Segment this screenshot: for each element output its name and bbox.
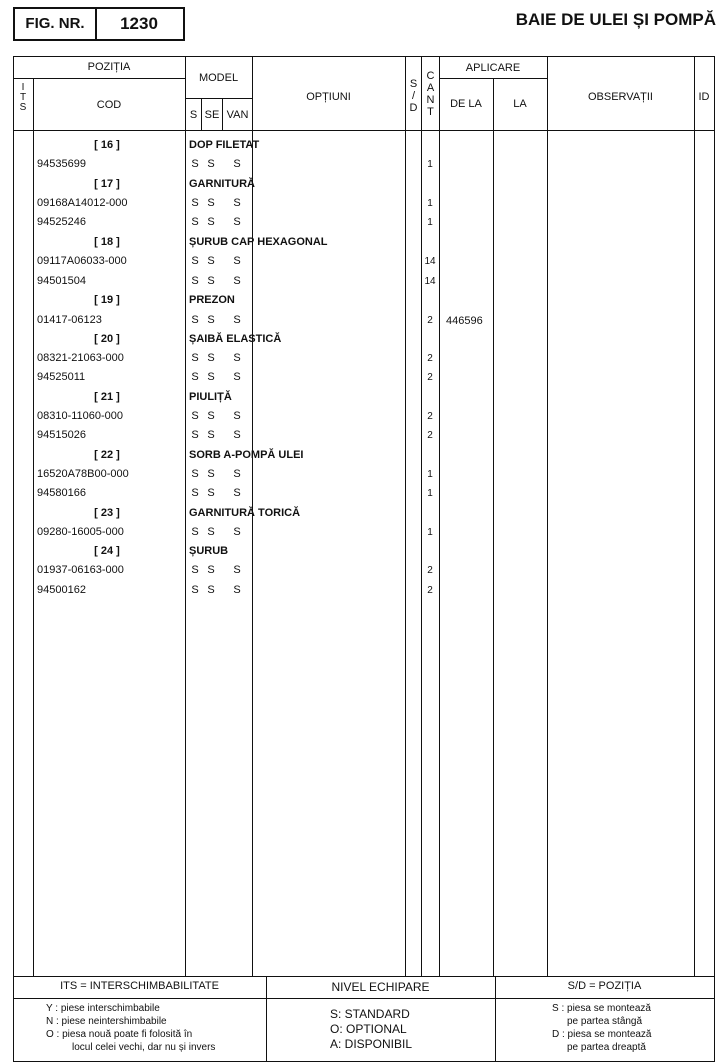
model-s: S <box>191 314 199 326</box>
model-s: S <box>191 429 199 441</box>
model-se: S <box>207 564 215 576</box>
applies-from: 446596 <box>446 315 483 327</box>
col-model: MODEL <box>198 72 239 84</box>
model-se: S <box>207 526 215 538</box>
quantity: 2 <box>427 353 433 364</box>
part-code: 08321-21063-000 <box>37 352 124 364</box>
model-van: S <box>233 314 241 326</box>
sd-legend-line: pe partea stângă <box>567 1016 643 1027</box>
model-s: S <box>191 275 199 287</box>
sd-legend-title: S/D = POZIȚIA <box>567 980 642 992</box>
its-legend-line: N : piese neintershimbabile <box>46 1016 167 1027</box>
position-label: [ 22 ] <box>94 449 120 461</box>
model-se: S <box>207 429 215 441</box>
position-label: [ 21 ] <box>94 391 120 403</box>
col-aplicare: APLICARE <box>465 62 521 74</box>
sd-legend-line: pe partea dreaptă <box>567 1042 646 1053</box>
col-sd: S / D <box>409 78 418 114</box>
model-s: S <box>191 410 199 422</box>
model-van: S <box>233 410 241 422</box>
part-name: ȘURUB <box>189 545 229 557</box>
model-se: S <box>207 410 215 422</box>
model-s: S <box>191 158 199 170</box>
position-label: [ 17 ] <box>94 178 120 190</box>
col-la: LA <box>513 98 527 110</box>
model-se: S <box>207 275 215 287</box>
model-s: S <box>191 371 199 383</box>
part-code: 94580166 <box>37 487 86 499</box>
part-code: 16520A78B00-000 <box>37 468 129 480</box>
model-se: S <box>207 487 215 499</box>
quantity: 1 <box>427 469 433 480</box>
model-se: S <box>207 216 215 228</box>
nivel-legend-line: S: STANDARD <box>330 1007 410 1021</box>
quantity: 2 <box>427 372 433 383</box>
position-label: [ 19 ] <box>94 294 120 306</box>
model-se: S <box>207 468 215 480</box>
part-code: 94500162 <box>37 584 86 596</box>
its-legend-title: ITS = INTERSCHIMBABILITATE <box>60 980 219 992</box>
part-code: 94525011 <box>37 371 86 383</box>
model-van: S <box>233 564 241 576</box>
model-s: S <box>191 526 199 538</box>
part-code: 94525246 <box>37 216 86 228</box>
model-van: S <box>233 487 241 499</box>
model-van: S <box>233 371 241 383</box>
quantity: 2 <box>427 565 433 576</box>
model-se: S <box>207 158 215 170</box>
part-name: DOP FILETAT <box>189 139 260 151</box>
model-se: S <box>207 584 215 596</box>
model-van: S <box>233 429 241 441</box>
model-s: S <box>191 487 199 499</box>
part-code: 94515026 <box>37 429 86 441</box>
model-van: S <box>233 255 241 267</box>
quantity: 1 <box>427 198 433 209</box>
position-label: [ 24 ] <box>94 545 120 557</box>
its-legend-line: O : piesa nouă poate fi folosită în <box>46 1029 193 1040</box>
model-van: S <box>233 468 241 480</box>
part-name: ȘAIBĂ ELASTICĂ <box>189 333 282 345</box>
model-s: S <box>191 352 199 364</box>
col-its: I T S <box>19 82 27 113</box>
part-code: 94535699 <box>37 158 86 170</box>
figure-label: FIG. NR. <box>15 9 97 39</box>
part-code: 09280-16005-000 <box>37 526 124 538</box>
quantity: 1 <box>427 159 433 170</box>
figure-number-box <box>13 7 185 41</box>
part-code: 01417-06123 <box>37 314 102 326</box>
its-legend-line: Y : piese interschimbabile <box>46 1003 160 1014</box>
sd-legend-line: D : piesa se montează <box>552 1029 652 1040</box>
model-van: S <box>233 526 241 538</box>
col-model-van: VAN <box>226 109 249 121</box>
part-code: 08310-11060-000 <box>37 410 124 422</box>
quantity: 1 <box>427 488 433 499</box>
col-model-se: SE <box>204 109 220 121</box>
model-s: S <box>191 468 199 480</box>
model-s: S <box>191 255 199 267</box>
col-pozitia: POZIȚIA <box>87 61 131 73</box>
page-title: BAIE DE ULEI ȘI POMPĂ <box>515 10 716 29</box>
quantity: 2 <box>427 411 433 422</box>
part-code: 09168A14012-000 <box>37 197 128 209</box>
part-name: PIULIȚĂ <box>189 391 232 403</box>
part-name: SORB A-POMPĂ ULEI <box>189 449 304 461</box>
nivel-legend-line: A: DISPONIBIL <box>330 1037 413 1051</box>
quantity: 14 <box>424 256 436 267</box>
col-cant: C A N T <box>426 70 435 118</box>
model-se: S <box>207 197 215 209</box>
quantity: 2 <box>427 315 433 326</box>
model-van: S <box>233 584 241 596</box>
model-se: S <box>207 255 215 267</box>
figure-number: 1230 <box>120 14 158 33</box>
part-name: GARNITURĂ <box>189 178 255 190</box>
col-id: ID <box>698 91 710 103</box>
quantity: 1 <box>427 217 433 228</box>
model-s: S <box>191 564 199 576</box>
sd-legend-line: S : piesa se montează <box>552 1003 651 1014</box>
part-code: 09117A06033-000 <box>37 255 127 267</box>
model-s: S <box>191 197 199 209</box>
model-se: S <box>207 314 215 326</box>
model-van: S <box>233 197 241 209</box>
model-van: S <box>233 158 241 170</box>
model-van: S <box>233 352 241 364</box>
col-cod: COD <box>96 99 122 111</box>
col-observatii: OBSERVAȚII <box>587 91 653 103</box>
model-se: S <box>207 371 215 383</box>
nivel-legend-title: NIVEL ECHIPARE <box>331 980 430 994</box>
model-s: S <box>191 584 199 596</box>
quantity: 2 <box>427 585 433 596</box>
model-van: S <box>233 275 241 287</box>
model-van: S <box>233 216 241 228</box>
model-s: S <box>191 216 199 228</box>
its-legend-line: locul celei vechi, dar nu și invers <box>72 1042 216 1053</box>
part-code: 01937-06163-000 <box>37 564 124 576</box>
position-label: [ 23 ] <box>94 507 120 519</box>
quantity: 2 <box>427 430 433 441</box>
part-code: 94501504 <box>37 275 86 287</box>
part-name: PREZON <box>189 294 235 306</box>
nivel-legend-line: O: OPTIONAL <box>330 1022 407 1036</box>
position-label: [ 18 ] <box>94 236 120 248</box>
model-se: S <box>207 352 215 364</box>
part-name: GARNITURĂ TORICĂ <box>189 507 301 519</box>
col-optiuni: OPȚIUNI <box>306 91 351 103</box>
quantity: 1 <box>427 527 433 538</box>
col-de-la: DE LA <box>450 98 482 110</box>
quantity: 14 <box>424 276 436 287</box>
col-model-s: S <box>189 109 198 121</box>
position-label: [ 20 ] <box>94 333 120 345</box>
part-name: ȘURUB CAP HEXAGONAL <box>189 236 328 248</box>
position-label: [ 16 ] <box>94 139 120 151</box>
